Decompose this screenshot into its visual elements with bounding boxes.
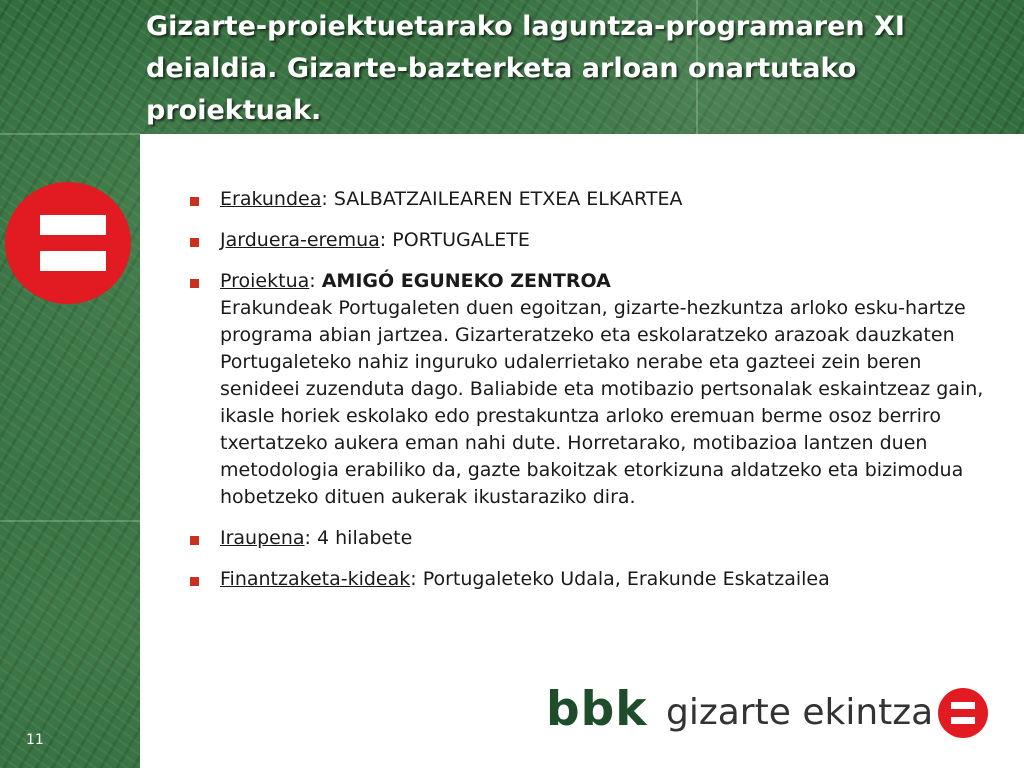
item-value: SALBATZAILEAREN ETXEA ELKARTEA xyxy=(333,188,683,210)
brand-bar-top xyxy=(951,702,975,709)
brand-bar-bottom xyxy=(951,717,975,724)
project-name: AMIGÓ EGUNEKO ZENTROA xyxy=(321,270,611,292)
square-bullet-icon xyxy=(190,577,199,586)
square-bullet-icon xyxy=(190,197,199,206)
square-bullet-icon xyxy=(190,536,199,545)
brand-bbk-wordmark: bbk xyxy=(546,682,648,737)
project-description: Erakundeak Portugaleten duen egoitzan, gizarte-hezkuntza arloko esku-hartze programa abian jartzea. Gizarteratzeko eta eskolaratzeko arazoak dauzkaten Portugaleteko nahiz inguruko udalerrietako nerabe eta gazteei zein beren senideei zuzenduta dago. Baliabide eta motibazio pertsonalak eskaintzeaz gain, ikasle horiek eskolako edo prestakuntza arloko eremuan berme osoz berriro txertatzeko aukera eman nahi dute. Horretarako, motibazioa lantzen duen metodologia erabiliko da, gazte bakoitzak etorkizuna aldatzeko eta bizimodua hobetzeko dituen aukerak ikustaraziko dira. xyxy=(220,297,984,508)
equals-brand-icon xyxy=(938,688,988,738)
list-item-project xyxy=(186,268,986,511)
item-key: Iraupena xyxy=(220,527,305,549)
item-key: Proiektua xyxy=(220,270,310,292)
slide-number: 11 xyxy=(26,732,44,748)
equals-logo-icon xyxy=(5,182,131,304)
square-bullet-icon xyxy=(190,279,199,288)
logo-bar-top xyxy=(40,215,106,235)
item-separator: : xyxy=(379,229,393,251)
item-key: Finantzaketa-kideak xyxy=(220,568,411,590)
tile-grout-line xyxy=(0,520,140,522)
item-key: Erakundea xyxy=(220,188,322,210)
slide-title: Gizarte-proiektuetarako laguntza-programaren XI deialdia. Gizarte-bazterketa arloan onartutako proiektuak. xyxy=(146,11,905,126)
item-separator: : xyxy=(304,527,317,549)
item-separator: : xyxy=(410,568,423,590)
list-item-funding-partners xyxy=(186,566,986,593)
item-value: 4 hilabete xyxy=(317,527,413,549)
item-separator: : xyxy=(309,270,322,292)
item-value: Portugaleteko Udala, Erakunde Eskatzailea xyxy=(422,568,830,590)
tile-grout-line xyxy=(0,133,140,135)
item-value: PORTUGALETE xyxy=(392,229,530,251)
list-item-organization xyxy=(186,186,986,213)
list-item-duration xyxy=(186,525,986,552)
item-key: Jarduera-eremua xyxy=(220,229,380,251)
project-details-list xyxy=(186,186,986,607)
brand-logo xyxy=(546,682,996,740)
brand-tagline: gizarte ekintza xyxy=(666,692,934,733)
square-bullet-icon xyxy=(190,238,199,247)
logo-bar-bottom xyxy=(40,251,106,271)
item-separator: : xyxy=(321,188,334,210)
list-item-scope xyxy=(186,227,986,254)
